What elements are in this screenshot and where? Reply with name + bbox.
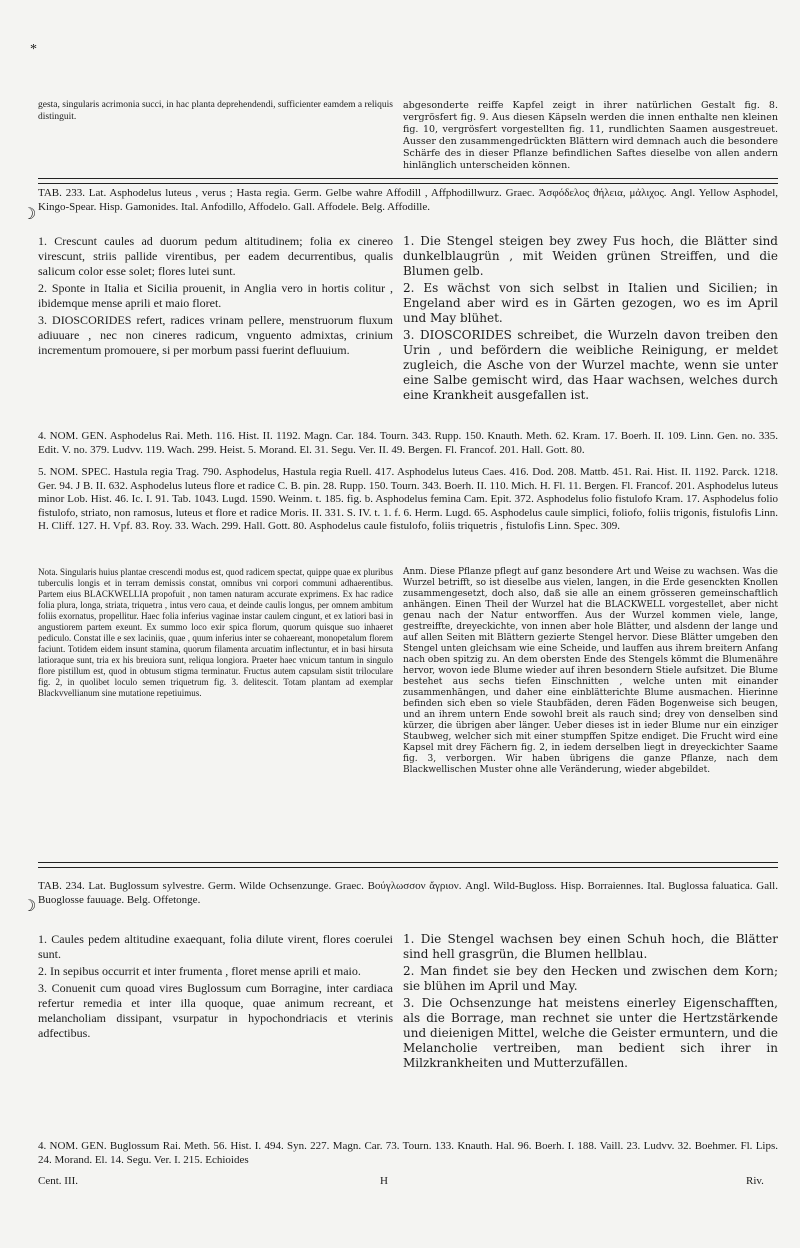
footer-signature: Cent. III. bbox=[38, 1175, 79, 1187]
tab-234-heading: TAB. 234. Lat. Buglossum sylvestre. Germ. Wilde Ochsenzunge. Graec. Βούγλωσσον ἄγριον. Angl. Wild-Bugloss. Hisp. Borraiennes. Ital. Buglossa faluatica. Gall. Buoglosse fauuage. Belg. Offetonge. bbox=[38, 880, 778, 906]
moon-symbol: ☽ bbox=[22, 206, 37, 223]
tab-233-latin-column bbox=[38, 234, 393, 360]
footer-catchword: Riv. bbox=[746, 1175, 764, 1187]
tab-233-nom-spec: 5. NOM. SPEC. Hastula regia Trag. 790. Asphodelus, Hastula regia Ruell. 417. Asphodelus luteus Caes. 416. Dod. 208. Mattb. 451. Rai. Hist. II. 1192. Parck. 1218. Ger. 94. J B. II. 632. Asphodelus luteus flore et radice C. B. pin. 28. Rupp. 150. Tourn. 343. Boerh. II. 110. Mich. H. Fl. 11. Bergen. Fl. Francof. 201. Asphodelus luteus minor Lob. Hist. 46. Ic. I. 91. Tab. 1043. Lugd. 1590. Weinm. t. 185. fig. b. Asphodelus femina Cam. Epit. 372. Asphodelus folio fistulofo Kram. 17. Asphodelus folio fistulofo, striato, non ramosus, luteus et flore et radice Moris. II. 331. S. IV. t. 1. f. 6. Herm. Lugd. 65. Asphodelus caule simplici, foliofo, foliis trigonis, fistulofis Linn. H. Cliff. 127. H. Vpf. 83. Roy. 33. Wach. 299. Hall. Gott. 80. Asphodelus caule fistulofo, foliis triquetris , fistulofis Linn. Spec. 309. bbox=[38, 466, 778, 533]
tab-233-nota-german: Anm. Diese Pflanze pflegt auf ganz besondere Art und Weise zu wachsen. Was die Wurzel betrifft, so ist dieselbe aus vielen, langen, in die Erde gesenckten Knollen zusammengesetzt, doch also, daß sie alle an einem grösseren gemeinschaftlich anhängen. Einen Theil der Wurzel hat die BLACKWELL vorgestellet, aber nicht genau nach der Natur entworffen. Aus der Wurzel kommen viele, lange, gestreiffte, dreyeckichte, von innen aber hole Blätter, und alsdenn der lange und auf allen Seiten mit Blättern gezierte Stengel hervor. Diese Blätter umgeben den Stengel unten gleichsam wie eine Scheide, und lauffen aus ihrem breitern Anfang nach oben spitzig zu. An dem obersten Ende des Stengels kömmt die Blumenähre hervor, wovon iede Blume wieder auf ihren besondern Stiele aufsitzet. Die Blume bestehet aus sechs tiefen Einschnitten , welche unten mit einander zusammenhängen, und daher eine einblätterichte Blume ausmachen. Hierinne befinden sich eben so viele Staubfäden, deren Fäden Bogenweise sich beugen, und an ihrem untern Ende sowohl breit als rauch sind; drey von denselben sind kürzer, die übrigen aber länger. Ueber dieses ist in ieder Blume nur ein einziger Staubweg, welcher sich mit einer stumpffen Spitze endiget. Die Frucht wird eine Kapsel mit drey Fächern fig. 2, in iedem derselben liegt in dreyeckichter Saame fig. 3, verborgen. Wir haben übrigens die ganze Pflanze, nach dem Blackwellischen Muster ohne alle Veränderung, wieder abgebildet. bbox=[403, 567, 778, 775]
tab-234-latin-column bbox=[38, 932, 393, 1043]
tab-233-latin-para-3: 3. DIOSCORIDES refert, radices vrinam pellere, menstruorum fluxum adiuuare , nec non cineres radicum, vnguento admixtas, crinium incrementum promouere, si per morbum passi fuerint defluuium. bbox=[38, 313, 393, 357]
moon-symbol: ☽ bbox=[22, 898, 37, 915]
tab-234-latin-para-3: 3. Conuenit cum quoad vires Buglossum cum Borragine, inter cardiaca refertur remedia et inter illa quoque, quae animum recreant, et melancholiam dissipant, vsurpatur in hypochondriacis et vterinis adfectibus. bbox=[38, 981, 393, 1040]
tab-234-german-column bbox=[403, 932, 778, 1073]
tab-234-german-para-1: 1. Die Stengel wachsen bey einen Schuh hoch, die Blätter sind hell grasgrün, die Blumen hellblau. bbox=[403, 932, 778, 961]
tab-233-nota-latin: Nota. Singularis huius plantae crescendi modus est, quod radicem spectat, quippe quae ex pluribus tuberculis longis et in terram demissis constat, omnibus vni corpori communi adhaerentibus. Partem eius BLACKWELLIA propofuit , non tamen naturam accurate exprimens. Ex hac radice folia plura, longa, striata, triquetra , intus vero caua, et deinde caulis longus, per omnem ambitum foliis exornatus, propellitur. Haec folia inferius vaginae instar caulem cingunt, et ex latiori basi in angustiorem partem exeunt. Ex summo loco exir spica florum, quorum quisque suo inhaeret pediculo. Constat ille e sex laciniis, quae , quum inferius inter se cohaereant, monopetalum florem faciunt. Totidem eidem insunt stamina, quorum filamenta arcuatim inflectuntur, et in basi hirsuta latioraque sunt, tria ex his breuiora sunt, reliqua longiora. Praeter haec vnicum tantum in singulo flore pistillum est, quod in obtusum stigma terminatur. Fructus autem capsulam sistit triloculare fig. 2, in quolibet loculo semen triquetrum fig. 3. delitescit. Totam plantam ad exemplar Blackvvellianum sine mutatione repetiuimus. bbox=[38, 567, 393, 698]
tab-234-latin-para-2: 2. In sepibus occurrit et inter frumenta , floret mense aprili et maio. bbox=[38, 964, 361, 978]
section-rule bbox=[38, 862, 778, 868]
tab-233-german-para-1: 1. Die Stengel steigen bey zwey Fus hoch, die Blätter sind dunkelblaugrün , mit Weiden grünen Streiffen, und die Blumen gelb. bbox=[403, 234, 778, 278]
tab-234-german-para-3: 3. Die Ochsenzunge hat meistens einerley Eigenschafften, als die Borrage, man rechnet sie unter die Hertzstärkende und dieienigen Mittel, welche die Geister ermuntern, und die Melancholie vertreiben, man bedient sich ihrer in Milzkrankheiten und Mutterzufällen. bbox=[403, 996, 778, 1070]
tab-233-german-para-3: 3. DIOSCORIDES schreibet, die Wurzeln davon treiben den Urin , und befördern die weibliche Reinigung, er meldet zugleich, die Asche von der Wurzel machte, wenn sie unter eine Salbe gemischt wird, das Haar wachsen, welches durch eine Krankheit ausgefallen ist. bbox=[403, 328, 778, 402]
top-latin-text: gesta, singularis acrimonia succi, in hac planta deprehendendi, sufficienter eamdem a reliquis distinguit. bbox=[38, 100, 393, 122]
tab-233-latin-para-2: 2. Sponte in Italia et Sicilia prouenit, in Anglia vero in hortis colitur , ibidemque mense aprili et maio floret. bbox=[38, 281, 393, 310]
tab-234-german-para-2: 2. Man findet sie bey den Hecken und zwischen dem Korn; sie blühen im April und May. bbox=[403, 964, 778, 993]
tab-234-latin-para-1: 1. Caules pedem altitudine exaequant, folia dilute virent, flores coerulei sunt. bbox=[38, 932, 393, 961]
tab-233-heading: TAB. 233. Lat. Asphodelus luteus , verus ; Hasta regia. Germ. Gelbe wahre Affodill , Affphodillwurz. Graec. Ἀσφόδελος ϑήλεια, μἀλιχος. Angl. Yellow Asphodel, Kingo-Spear. Hisp. Gamonides. Ital. Anfodillo, Affodelo. Gall. Affodele. Belg. Affodille. bbox=[38, 187, 778, 213]
section-rule bbox=[38, 178, 778, 184]
corner-mark: * bbox=[30, 42, 37, 57]
tab-233-nom-gen: 4. NOM. GEN. Asphodelus Rai. Meth. 116. Hist. II. 1192. Magn. Car. 184. Tourn. 343. Rupp. 150. Knauth. Meth. 62. Kram. 17. Boerh. II. 109. Linn. Gen. no. 335. Edit. V. no. 379. Ludvv. 119. Wach. 299. Heist. 5. Morand. El. 31. Segu. Ver. II. 49. Bergen. Fl. Francof. 201. Hall. Gott. 80. bbox=[38, 430, 778, 456]
footer-gathering-mark: H bbox=[380, 1175, 388, 1187]
top-german-text: abgesonderte reiffe Kapfel zeigt in ihrer natürlichen Gestalt fig. 8. vergrösfert fig. 9. Aus diesen Käpseln werden die innen enthalte nen kleinen fig. 10, vergrösfert vorgestellten fig. 11, rundlichten Saamen ausgestreuet. Ausser den zusammengedrückten Blättern wird demnach auch die besondere Schärfe des in dieser Pflanze befindlichen Saftes dieselbe von allen andern hinlänglich unterscheiden können. bbox=[403, 100, 778, 171]
tab-234-nom-gen: 4. NOM. GEN. Buglossum Rai. Meth. 56. Hist. I. 494. Syn. 227. Magn. Car. 73. Tourn. 133. Knauth. Hal. 96. Boerh. I. 188. Vaill. 23. Ludvv. 32. Boehmer. Fl. Lips. 24. Morand. El. 14. Segu. Ver. I. 215. Echioides bbox=[38, 1140, 778, 1166]
tab-233-latin-para-1: 1. Crescunt caules ad duorum pedum altitudinem; folia ex cinereo virescunt, striis pallide virentibus, per eadem decurrentibus, qualis salicum color esse solet; flores lutei sunt. bbox=[38, 234, 393, 278]
tab-233-german-column bbox=[403, 234, 778, 405]
tab-233-german-para-2: 2. Es wächst von sich selbst in Italien und Sicilien; in Engeland aber wird es in Gärten gezogen, wo es im April und May blühet. bbox=[403, 281, 778, 325]
